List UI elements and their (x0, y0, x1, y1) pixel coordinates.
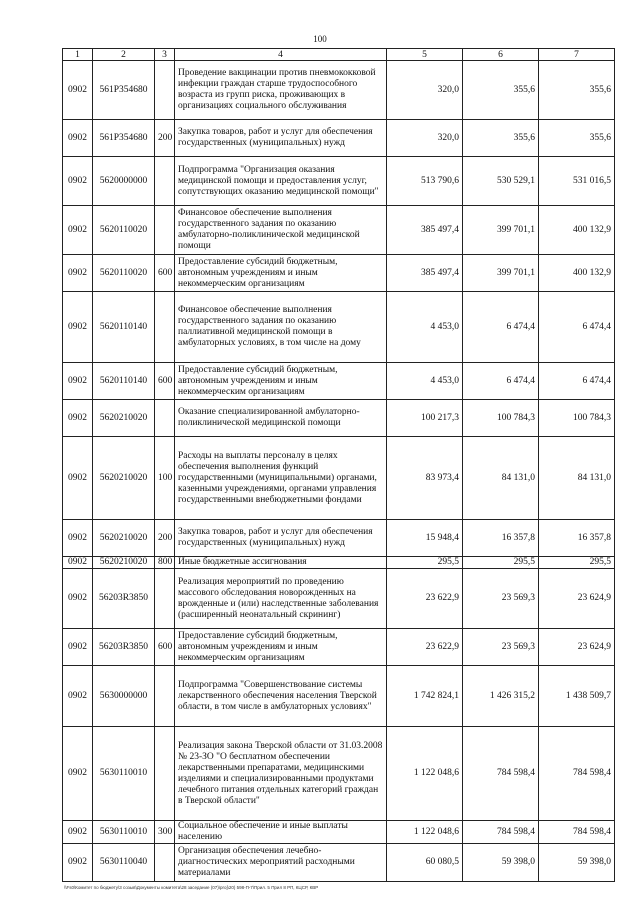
row-description: Подпрограмма "Организация оказания медицинской помощи и предоставления услуг, сопутствующих оказанию медицинской помощи" (175, 157, 387, 206)
row-section-code: 0902 (63, 400, 93, 437)
row-value-col6: 23 569,3 (463, 569, 539, 629)
row-value-col7: 400 132,9 (539, 206, 615, 255)
row-section-code: 0902 (63, 520, 93, 557)
row-value-col7: 16 357,8 (539, 520, 615, 557)
table-row (63, 206, 615, 255)
row-expense-type: 600 (155, 629, 175, 666)
table-row (63, 844, 615, 882)
row-target-code: 5620110140 (93, 363, 155, 400)
row-section-code: 0902 (63, 120, 93, 157)
header-row (63, 49, 615, 61)
row-value-col7: 84 131,0 (539, 437, 615, 520)
table-row (63, 157, 615, 206)
row-section-code: 0902 (63, 666, 93, 727)
row-target-code: 561P354680 (93, 120, 155, 157)
row-expense-type (155, 61, 175, 120)
row-section-code: 0902 (63, 821, 93, 844)
row-description: Социальное обеспечение и иные выплаты населению (175, 821, 387, 844)
row-value-col6: 1 426 315,2 (463, 666, 539, 727)
row-value-col6: 6 474,4 (463, 292, 539, 363)
row-description: Финансовое обеспечение выполнения государственного задания по оказанию паллиативной медицинской помощи в амбулаторных условиях, в том числе на дому (175, 292, 387, 363)
row-expense-type (155, 844, 175, 882)
row-section-code: 0902 (63, 61, 93, 120)
row-description: Реализация мероприятий по проведению массового обследования новорожденных на врожденные и (или) наследственные заболевания (расширенный неонатальный скрининг) (175, 569, 387, 629)
row-value-col6: 84 131,0 (463, 437, 539, 520)
row-section-code: 0902 (63, 569, 93, 629)
row-target-code: 5620000000 (93, 157, 155, 206)
row-description: Организация обеспечения лечебно-диагностических мероприятий расходными материалами (175, 844, 387, 882)
row-value-col6: 59 398,0 (463, 844, 539, 882)
row-description: Закупка товаров, работ и услуг для обеспечения государственных (муниципальных) нужд (175, 520, 387, 557)
row-expense-type (155, 569, 175, 629)
row-value-col6: 16 357,8 (463, 520, 539, 557)
row-value-col6: 100 784,3 (463, 400, 539, 437)
row-expense-type: 600 (155, 363, 175, 400)
row-value-col7: 400 132,9 (539, 255, 615, 292)
row-target-code: 5620210020 (93, 557, 155, 569)
row-expense-type: 300 (155, 821, 175, 844)
row-value-col5: 15 948,4 (387, 520, 463, 557)
row-expense-type (155, 157, 175, 206)
row-value-col7: 100 784,3 (539, 400, 615, 437)
row-value-col7: 6 474,4 (539, 292, 615, 363)
row-expense-type (155, 292, 175, 363)
row-target-code: 5620110140 (93, 292, 155, 363)
row-value-col5: 100 217,3 (387, 400, 463, 437)
row-value-col5: 60 080,5 (387, 844, 463, 882)
row-value-col5: 4 453,0 (387, 363, 463, 400)
row-target-code: 5620110020 (93, 255, 155, 292)
table-row (63, 727, 615, 821)
header-col-7: 7 (539, 49, 615, 61)
table-row (63, 629, 615, 666)
row-value-col7: 23 624,9 (539, 569, 615, 629)
row-expense-type (155, 727, 175, 821)
row-value-col7: 355,6 (539, 61, 615, 120)
row-target-code: 5620210020 (93, 520, 155, 557)
row-expense-type: 800 (155, 557, 175, 569)
row-description: Иные бюджетные ассигнования (175, 557, 387, 569)
header-col-5: 5 (387, 49, 463, 61)
table-body (63, 61, 615, 882)
row-target-code: 56203R3850 (93, 629, 155, 666)
header-col-3: 3 (155, 49, 175, 61)
row-target-code: 5620210020 (93, 400, 155, 437)
header-col-4: 4 (175, 49, 387, 61)
row-value-col6: 784 598,4 (463, 727, 539, 821)
row-description: Предоставление субсидий бюджетным, автономным учреждениям и иным некоммерческим организациям (175, 629, 387, 666)
row-value-col6: 784 598,4 (463, 821, 539, 844)
row-value-col5: 4 453,0 (387, 292, 463, 363)
row-target-code: 5620210020 (93, 437, 155, 520)
row-expense-type: 200 (155, 520, 175, 557)
table-row (63, 61, 615, 120)
row-section-code: 0902 (63, 255, 93, 292)
row-value-col5: 1 122 048,6 (387, 727, 463, 821)
row-target-code: 5630110040 (93, 844, 155, 882)
row-description: Финансовое обеспечение выполнения государственного задания по оказанию амбулаторно-поликлинической медицинской помощи (175, 206, 387, 255)
row-section-code: 0902 (63, 206, 93, 255)
row-value-col5: 295,5 (387, 557, 463, 569)
page-number: 100 (313, 34, 327, 44)
table-row (63, 520, 615, 557)
row-description: Реализация закона Тверской области от 31.03.2008 № 23-ЗО "О бесплатном обеспечении лекарственными препаратами, медицинскими изделиями и специализированными продуктами лечебного питания отдельных категорий граждан в Тверской области" (175, 727, 387, 821)
row-description: Предоставление субсидий бюджетным, автономным учреждениям и иным некоммерческим организациям (175, 255, 387, 292)
row-expense-type (155, 400, 175, 437)
row-value-col6: 355,6 (463, 61, 539, 120)
row-value-col7: 784 598,4 (539, 821, 615, 844)
row-section-code: 0902 (63, 363, 93, 400)
row-value-col5: 320,0 (387, 120, 463, 157)
row-value-col6: 6 474,4 (463, 363, 539, 400)
table-row (63, 292, 615, 363)
row-description: Закупка товаров, работ и услуг для обеспечения государственных (муниципальных) нужд (175, 120, 387, 157)
row-value-col5: 320,0 (387, 61, 463, 120)
row-target-code: 5630110010 (93, 821, 155, 844)
row-value-col5: 1 122 048,6 (387, 821, 463, 844)
table-row (63, 120, 615, 157)
row-value-col5: 1 742 824,1 (387, 666, 463, 727)
row-description: Предоставление субсидий бюджетным, автономным учреждениям и иным некоммерческим организациям (175, 363, 387, 400)
row-value-col5: 23 622,9 (387, 629, 463, 666)
row-target-code: 5630110010 (93, 727, 155, 821)
row-description: Подпрограмма "Совершенствование системы лекарственного обеспечения населения Тверской области, в том числе в амбулаторных условиях" (175, 666, 387, 727)
row-value-col6: 295,5 (463, 557, 539, 569)
row-expense-type: 200 (155, 120, 175, 157)
table-row (63, 666, 615, 727)
table-row (63, 255, 615, 292)
row-section-code: 0902 (63, 727, 93, 821)
row-description: Оказание специализированной амбулаторно-поликлинической медицинской помощи (175, 400, 387, 437)
row-value-col6: 399 701,1 (463, 255, 539, 292)
row-section-code: 0902 (63, 292, 93, 363)
header-col-2: 2 (93, 49, 155, 61)
row-value-col5: 513 790,6 (387, 157, 463, 206)
row-value-col7: 6 474,4 (539, 363, 615, 400)
row-target-code: 5630000000 (93, 666, 155, 727)
table-row (63, 400, 615, 437)
row-value-col5: 23 622,9 (387, 569, 463, 629)
row-value-col7: 784 598,4 (539, 727, 615, 821)
table-row (63, 557, 615, 569)
row-target-code: 5620110020 (93, 206, 155, 255)
row-value-col5: 385 497,4 (387, 206, 463, 255)
row-description: Проведение вакцинации против пневмококковой инфекции граждан старше трудоспособного возраста из групп риска, проживающих в организациях социального обслуживания (175, 61, 387, 120)
row-expense-type (155, 666, 175, 727)
row-value-col7: 531 016,5 (539, 157, 615, 206)
row-value-col7: 23 624,9 (539, 629, 615, 666)
row-value-col6: 23 569,3 (463, 629, 539, 666)
row-value-col5: 83 973,4 (387, 437, 463, 520)
row-value-col7: 1 438 509,7 (539, 666, 615, 727)
row-value-col7: 295,5 (539, 557, 615, 569)
row-expense-type: 600 (155, 255, 175, 292)
row-expense-type: 100 (155, 437, 175, 520)
row-value-col6: 355,6 (463, 120, 539, 157)
row-value-col6: 530 529,1 (463, 157, 539, 206)
row-value-col7: 59 398,0 (539, 844, 615, 882)
row-value-col6: 399 701,1 (463, 206, 539, 255)
row-section-code: 0902 (63, 629, 93, 666)
row-target-code: 561P354680 (93, 61, 155, 120)
table-row (63, 821, 615, 844)
row-target-code: 56203R3850 (93, 569, 155, 629)
row-section-code: 0902 (63, 557, 93, 569)
table-row (63, 437, 615, 520)
row-value-col7: 355,6 (539, 120, 615, 157)
row-section-code: 0902 (63, 844, 93, 882)
row-section-code: 0902 (63, 157, 93, 206)
table-row (63, 569, 615, 629)
footer-path: \\Fs0\Комитет по бюджету\3 созыв\Документы комитета\28 заседание (07)\proj\20) 598-П-7\Прил. 5 Прил 8 РП, КЦСР, КВР (64, 885, 319, 890)
row-expense-type (155, 206, 175, 255)
row-value-col5: 385 497,4 (387, 255, 463, 292)
budget-table (62, 48, 615, 882)
row-section-code: 0902 (63, 437, 93, 520)
header-col-6: 6 (463, 49, 539, 61)
table-row (63, 363, 615, 400)
header-col-1: 1 (63, 49, 93, 61)
row-description: Расходы на выплаты персоналу в целях обеспечения выполнения функций государственными (муниципальными) органами, казенными учреждениями, органами управления государственными внебюджетными фондами (175, 437, 387, 520)
